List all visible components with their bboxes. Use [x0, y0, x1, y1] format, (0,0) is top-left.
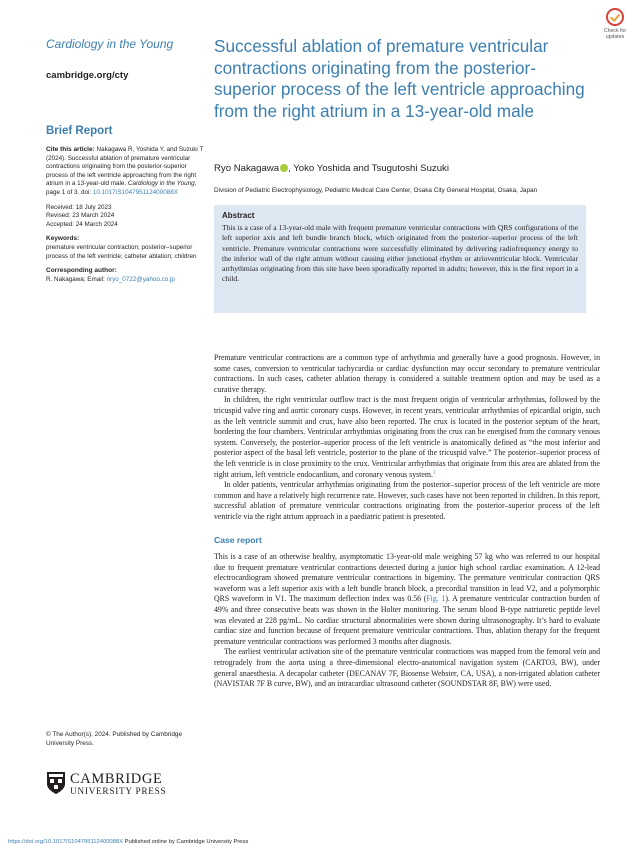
dates [46, 204, 204, 230]
check-for-updates-badge[interactable] [596, 8, 634, 40]
first-author: Ryo Nakagawa [214, 163, 280, 174]
cite-pages: , page 1 of 3. doi: [46, 180, 197, 196]
paragraph-case-2: The earliest ventricular activation site of the premature ventricular contractions was mapped from the femoral vein and retrogradely from the aorta using a three-dimensional electro-anatomical navigation system (CARTO3, BW), under general anaesthesia. A decapolar catheter (DECANAV 7F, Biosense Webster, CA, USA), a non-irrigated ablation catheter (NAVISTAR 7F B curve, BW), and an intracardiac ultrasound catheter (SOUNDSTAR 8F, BW) were used. [214, 647, 600, 689]
publisher-line-1: CAMBRIDGE [70, 771, 163, 787]
keywords-label: Keywords: [46, 235, 80, 243]
publisher-line-2: UNIVERSITY PRESS [70, 787, 167, 797]
footer-published: Published online by Cambridge University Press [122, 839, 249, 845]
corresponding-email-link[interactable]: nryo_0722@yahoo.co.jp [106, 275, 175, 283]
reference-marker[interactable]: 1 [432, 469, 436, 475]
copyright-notice: © The Author(s), 2024. Published by Cambridge University Press. [46, 731, 183, 747]
keywords-list: premature ventricular contraction; posterior–superior process of the left ventricle; catheter ablation; children [46, 243, 197, 260]
abstract-text: This is a case of a 13-year-old male with frequent premature ventricular contractions with QRS configurations of the left superior axis and left bundle branch block, which originated from the posterior–superior process of the left ventricle. Premature ventricular contractions were successfully eliminated by delivering radiofrequency energy to the inferior wall of the right atrium without causing either junctional rhythm or atrioventricular block. Ventricular arrhythmias originating from this site have been sporadically reported in adults; however, this is the first report in a child. [222, 223, 578, 284]
check-updates-icon [606, 8, 624, 26]
paragraph-intro-3: In older patients, ventricular arrhythmias originating from the posterior–superior process of the left ventricle are more common and have a relatively high recurrence rate. However, such cases have not been reported in children. In this report, successful ablation of premature ventricular contractions originating from the posterior–superior process of the left ventricle via the right atrium approach in a paediatric patient is presented. [214, 480, 600, 521]
cup-shield-icon [46, 771, 66, 795]
abstract-heading: Abstract [222, 211, 255, 220]
journal-url[interactable]: cambridge.org/cty [46, 70, 129, 81]
paragraph-case-1 [214, 552, 600, 647]
corresponding-label: Corresponding author: [46, 267, 117, 275]
cite-text: Nakagawa R, Yoshida Y, and Suzuki T (2024). Successful ablation of premature ventricular contractions originating from the posterior-superior process of the left ventricle approaching from the right atrium in a 13-year-old male. [46, 146, 204, 188]
paragraph-intro-2 [214, 395, 600, 480]
figure-link[interactable]: Fig. 1 [426, 594, 446, 604]
affiliation: Division of Pediatric Electrophysiology, Pediatric Medical Care Center, Osaka City General Hospital, Osaka, Japan [214, 187, 538, 194]
paragraph-case-1-text-b: ). A premature ventricular contraction burden of 49% and three consecutive beats was shown in the Holter monitoring. The serum blood B-type natriuretic peptide level was elevated at 228 pg/mL. No cardiac structural abnormalities were shown during ultrasonography. It’s hard to evaluate cardiac size and function because of frequent premature ventricular contractions. Thus, ablation therapy for the frequent premature ventricular contractions was performed 3 months after diagnosis. [214, 594, 601, 646]
cite-journal: Cardiology in the Young [127, 180, 195, 188]
paragraph-intro-1: Premature ventricular contractions are a common type of arrhythmia and generally have a good prognosis. However, in some cases, conversion to ventricular tachycardia or cardiac dysfunction may occur secondary to premature ventricular contractions. In such cases, catheter ablation therapy is considered a suitable treatment option and may be used as a curative therapy. [214, 353, 600, 394]
section-heading-case-report: Case report [214, 534, 262, 545]
article-title: Successful ablation of premature ventricular contractions originating from the posterior-superior process of the left ventricle approaching from the right atrium in a 13-year-old male [214, 36, 585, 121]
page-footer [8, 839, 248, 845]
revised-date: Revised: 23 March 2024 [46, 212, 115, 220]
cite-doi-link[interactable]: 10.1017/S104795112400088X [92, 188, 178, 196]
corresponding-name: R. Nakagawa; Email: [46, 275, 107, 283]
author-list [214, 163, 449, 174]
journal-name: Cardiology in the Young [46, 37, 174, 51]
abstract-box [214, 205, 586, 313]
cambridge-university-press-logo [46, 770, 206, 798]
article-info-sidebar [46, 146, 204, 290]
footer-doi-link[interactable]: https://doi.org/10.1017/S104795112400088X [8, 839, 123, 845]
other-authors: , Yoko Yoshida and Tsugutoshi Suzuki [288, 163, 449, 174]
article-type: Brief Report [46, 125, 113, 137]
accepted-date: Accepted: 24 March 2024 [46, 220, 118, 228]
paragraph-intro-2-text: In children, the right ventricular outflow tract is the most frequent origin of ventricular arrhythmias, followed by the tricuspid valve ring and aortic coronary cusps. However, in recent years, ventricular arrhythmias of epicardial origin, such as the left ventricle summit and crux, have also been reported. The crux is located in the posterior septum of the heart, bordering the four chambers. Ventricular arrhythmias originating from the crux can be energised from the coronary venous system. Conversely, the posterior–superior process of the left ventricle is anatomically defined as “the most inferior and posterior aspect of the basal left ventricle, posterior to the plane of the tricuspid valve.” The posterior–superior process of the left ventricle is in close proximity to the crux. Ventricular arrhythmias that originate from this area are ablated from the right atrium, left ventricle endocardium, and coronary venous system. [214, 395, 600, 479]
corresponding-author [46, 267, 204, 284]
orcid-icon[interactable] [280, 164, 288, 172]
article-body [214, 353, 600, 690]
keywords [46, 235, 204, 261]
paragraph-case-1-text-a: This is a case of an otherwise healthy, asymptomatic 13-year-old male weighing 57 kg who was referred to our hospital due to frequent premature ventricular contractions detected during a junior high school cardiac examination. A 12-lead electrocardiogram showed premature ventricular contractions in bigeminy. The premature ventricular contraction QRS waveform was a left superior axis with a left bundle branch block, a precordial transition in lead V2, and a polymorphic QRS waveform in V1. The maximum deflection index was 0.56 ( [214, 552, 600, 604]
citation [46, 146, 204, 198]
received-date: Received: 18 July 2023 [46, 203, 112, 211]
check-updates-label: Check for updates [603, 28, 627, 40]
cite-label: Cite this article: [46, 146, 95, 153]
